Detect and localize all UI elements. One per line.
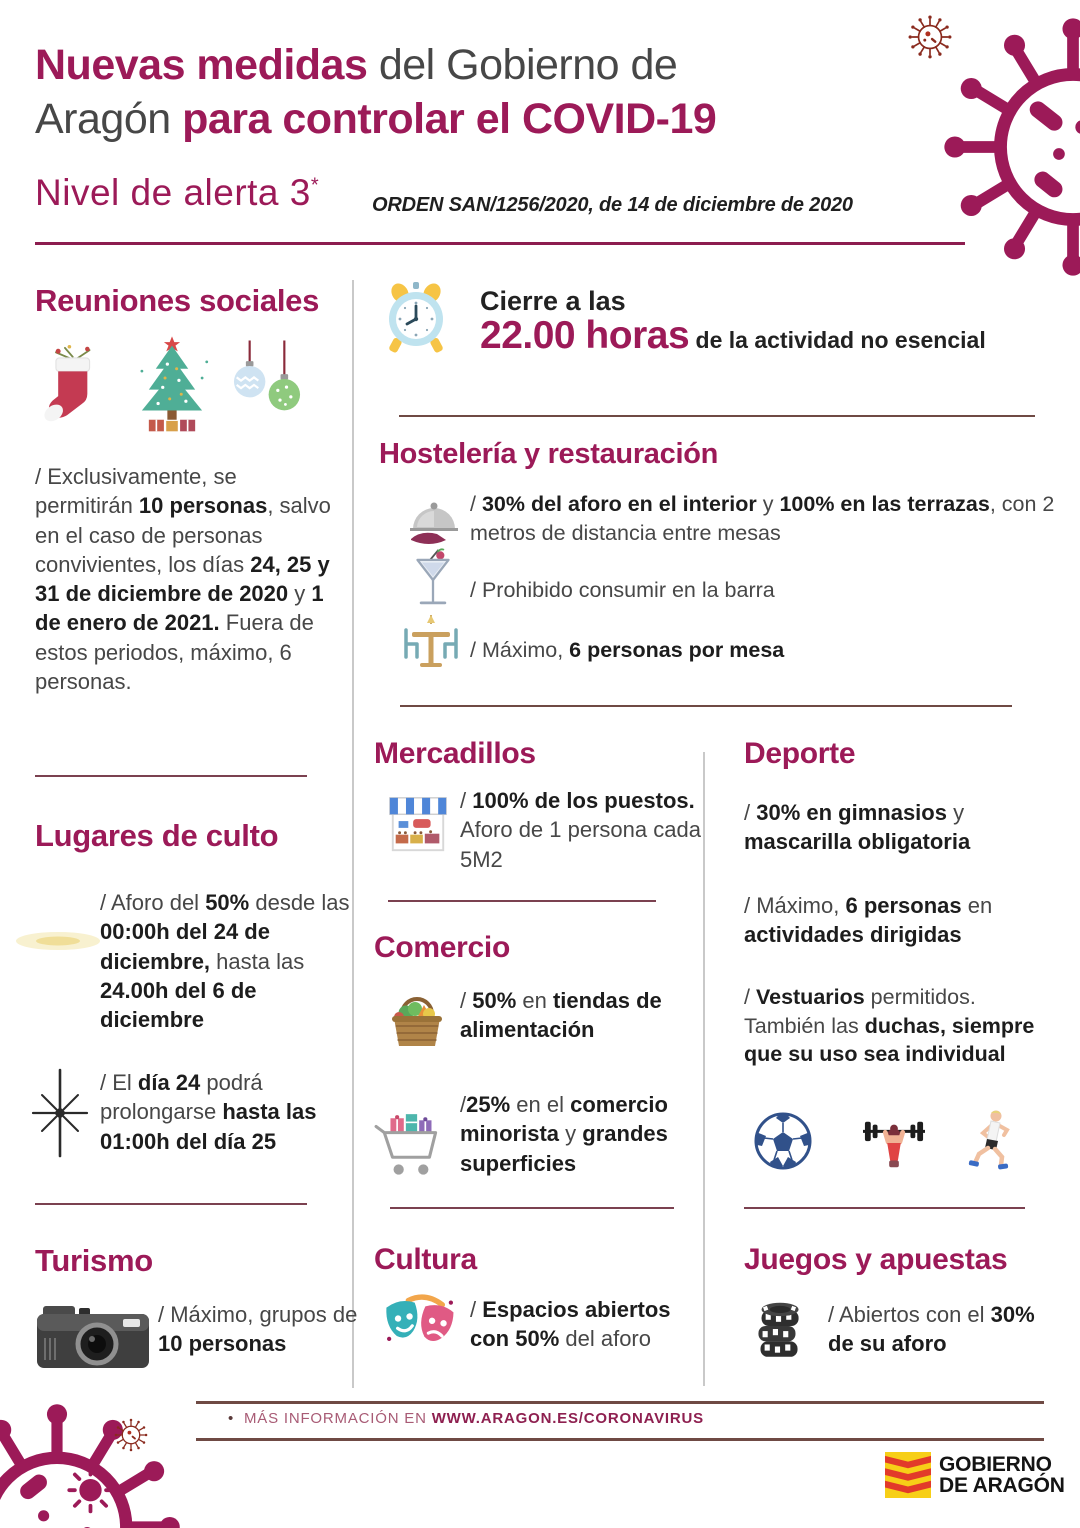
turismo-title: Turismo [35,1243,153,1278]
virus-icon [942,16,1080,278]
cloche-icon [405,492,463,548]
cocktail-icon [412,545,454,615]
small-virus-icon [112,1416,150,1454]
candle-glow-icon [14,928,102,954]
page-title [35,38,915,146]
logo-line2: DE ARAGÓN [939,1474,1065,1497]
reuniones-title: Reuniones sociales [35,283,320,318]
table-chairs-icon [398,612,464,674]
aragon-flag-icon [884,1452,932,1498]
gobierno-aragon-logo [884,1452,1065,1498]
culto-item-1: / Aforo del 50% desde las 00:00h del 24 de diciembre, hasta las 24.00h del 6 de diciembre [100,890,350,1032]
juegos-title: Juegos y apuestas [744,1243,1008,1276]
comercio-item-1: / 50% en tiendas de alimentación [460,988,662,1043]
hosteleria-item-3: / Máximo, 6 personas por mesa [470,638,785,662]
divider [744,1207,1025,1209]
logo-line1: GOBIERNO [939,1453,1052,1476]
page-title-line1: Nuevas medidas del Gobierno de [35,41,678,89]
divider [35,775,307,777]
divider [35,1203,307,1205]
hosteleria-title: Hostelería y restauración [379,438,719,470]
divider [390,1207,674,1209]
mercadillos-title: Mercadillos [374,737,536,770]
cultura-item: / Espacios abiertos con 50% del aforo [470,1297,671,1352]
poker-chips-icon [752,1292,804,1364]
gobierno-aragon-logo-text [939,1454,1065,1496]
reuniones-body: / Exclusivamente, se permitirán 10 personas, salvo en el caso de personas convivientes, los días 24, 25 y 31 de diciembre de 2020 y 1 de enero de 2021. Fuera de estos periodos, máximo, 6 personas. [35,464,331,694]
alarm-clock-icon [383,280,449,356]
baubles-icon [228,330,306,442]
stocking-icon [38,332,112,440]
star-icon [28,1068,92,1158]
comercio-title: Comercio [374,931,510,964]
grocery-basket-icon [384,988,450,1052]
comercio-item-2: /25% en el comercio minorista y grandes superficies [460,1092,668,1176]
divider [400,705,1012,707]
shopping-cart-icon [372,1112,452,1184]
virus-icon [0,1402,182,1528]
footer-info-prefix: MÁS INFORMACIÓN EN [244,1410,432,1427]
footer-rule-bottom [196,1438,1044,1441]
divider [388,900,656,902]
alert-level-text: Nivel de alerta 3 [35,172,311,213]
soccer-ball-icon [752,1110,814,1172]
closure-time: 22.00 horas [480,314,690,357]
deporte-item-2: / Máximo, 6 personas en actividades dirigidas [744,893,993,948]
closure-post: de la actividad no esencial [689,327,986,353]
christmas-tree-icon [128,326,216,444]
camera-icon [35,1298,151,1372]
order-reference: ORDEN SAN/1256/2020, de 14 de diciembre de 2020 [372,194,853,216]
cultura-title: Cultura [374,1243,477,1276]
mercadillos-item: / 100% de los puestos. Aforo de 1 persona cada 5M2 [460,788,701,872]
turismo-item: / Máximo, grupos de 10 personas [158,1302,358,1357]
deporte-title: Deporte [744,737,856,770]
culto-title: Lugares de culto [35,818,279,853]
divider [399,415,1035,417]
column-divider-left [352,280,354,1388]
header-rule [35,242,965,245]
hosteleria-item-2: / Prohibido consumir en la barra [470,578,775,602]
juegos-item: / Abiertos con el 30% de su aforo [828,1302,1035,1357]
footer-info-url[interactable]: WWW.ARAGON.ES/CORONAVIRUS [431,1410,704,1427]
closure-line [480,314,1045,358]
theater-masks-icon [380,1292,460,1358]
closure-pre: Cierre a las [480,286,626,316]
runner-icon [962,1106,1016,1174]
bullet: • [228,1410,235,1427]
market-stall-icon [386,792,450,856]
footer-info [228,1410,704,1427]
page-title-line2: Aragón para controlar el COVID-19 [35,95,717,144]
weightlifter-icon [854,1112,934,1174]
alert-level [35,172,319,214]
culto-item-2: / El día 24 podrá prolongarse hasta las 01:00h del día 25 [100,1070,317,1154]
alert-asterisk: * [310,174,320,197]
deporte-item-3: / Vestuarios permitidos. También las duchas, siempre que su uso sea individual [744,985,1035,1067]
footer-rule-top [196,1401,1044,1404]
hosteleria-item-1: / 30% del aforo en el interior y 100% en las terrazas, con 2 metros de distancia entre mesas [470,492,1055,545]
deporte-item-1: / 30% en gimnasios y mascarilla obligatoria [744,800,971,855]
